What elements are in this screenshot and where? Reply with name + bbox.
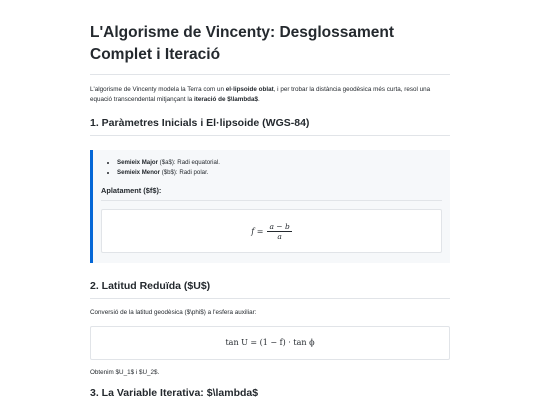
page-title: L'Algorisme de Vincenty: Desglossament Complet i Iteració	[90, 22, 450, 75]
section-3-heading: 3. La Variable Iterativa: $\lambda$	[90, 386, 450, 405]
intro-bold-ellipsoid: el·lipsoide oblat	[225, 86, 274, 93]
parameters-list	[101, 158, 442, 177]
section-2-after-text: Obtenim $U_1$ i $U_2$.	[90, 368, 160, 376]
flattening-fraction	[267, 222, 291, 241]
list-item-semi-minor: • Semieix Menor ($b$): Radi polar.	[117, 168, 442, 178]
reduced-latitude-formula-box	[90, 326, 450, 360]
fraction-numerator: a − b	[269, 221, 290, 231]
intro-bold-iteration: iteració de $\lambda$	[193, 95, 259, 103]
flattening-formula-box	[101, 209, 442, 253]
flattening-heading: Aplatament ($f$):	[101, 186, 442, 201]
intro-paragraph: L'algorisme de Vincenty modela la Terra com un el·lipsoide oblat, i per trobar la distància geodèsica més curta, resol una equació transcendental mitjançant la iteració de $\lambda$.	[90, 86, 431, 103]
list-item-semi-major: • Semieix Major ($a$): Radi equatorial.	[117, 158, 442, 168]
section-1-heading: 1. Paràmetres Inicials i El·lipsoide (WGS-84)	[90, 116, 450, 136]
document-content	[90, 0, 450, 405]
section-2-text: Conversió de la latitud geodèsica ($\phi$) a l'esfera auxiliar:	[90, 309, 257, 316]
section-2-heading: 2. Latitud Reduïda ($U$)	[90, 279, 450, 299]
parameters-callout	[90, 150, 450, 263]
flattening-formula-lhs: f =	[251, 226, 264, 236]
fraction-denominator: a	[277, 231, 282, 241]
reduced-latitude-formula: tan U = (1 − f) · tan ϕ	[225, 338, 315, 347]
